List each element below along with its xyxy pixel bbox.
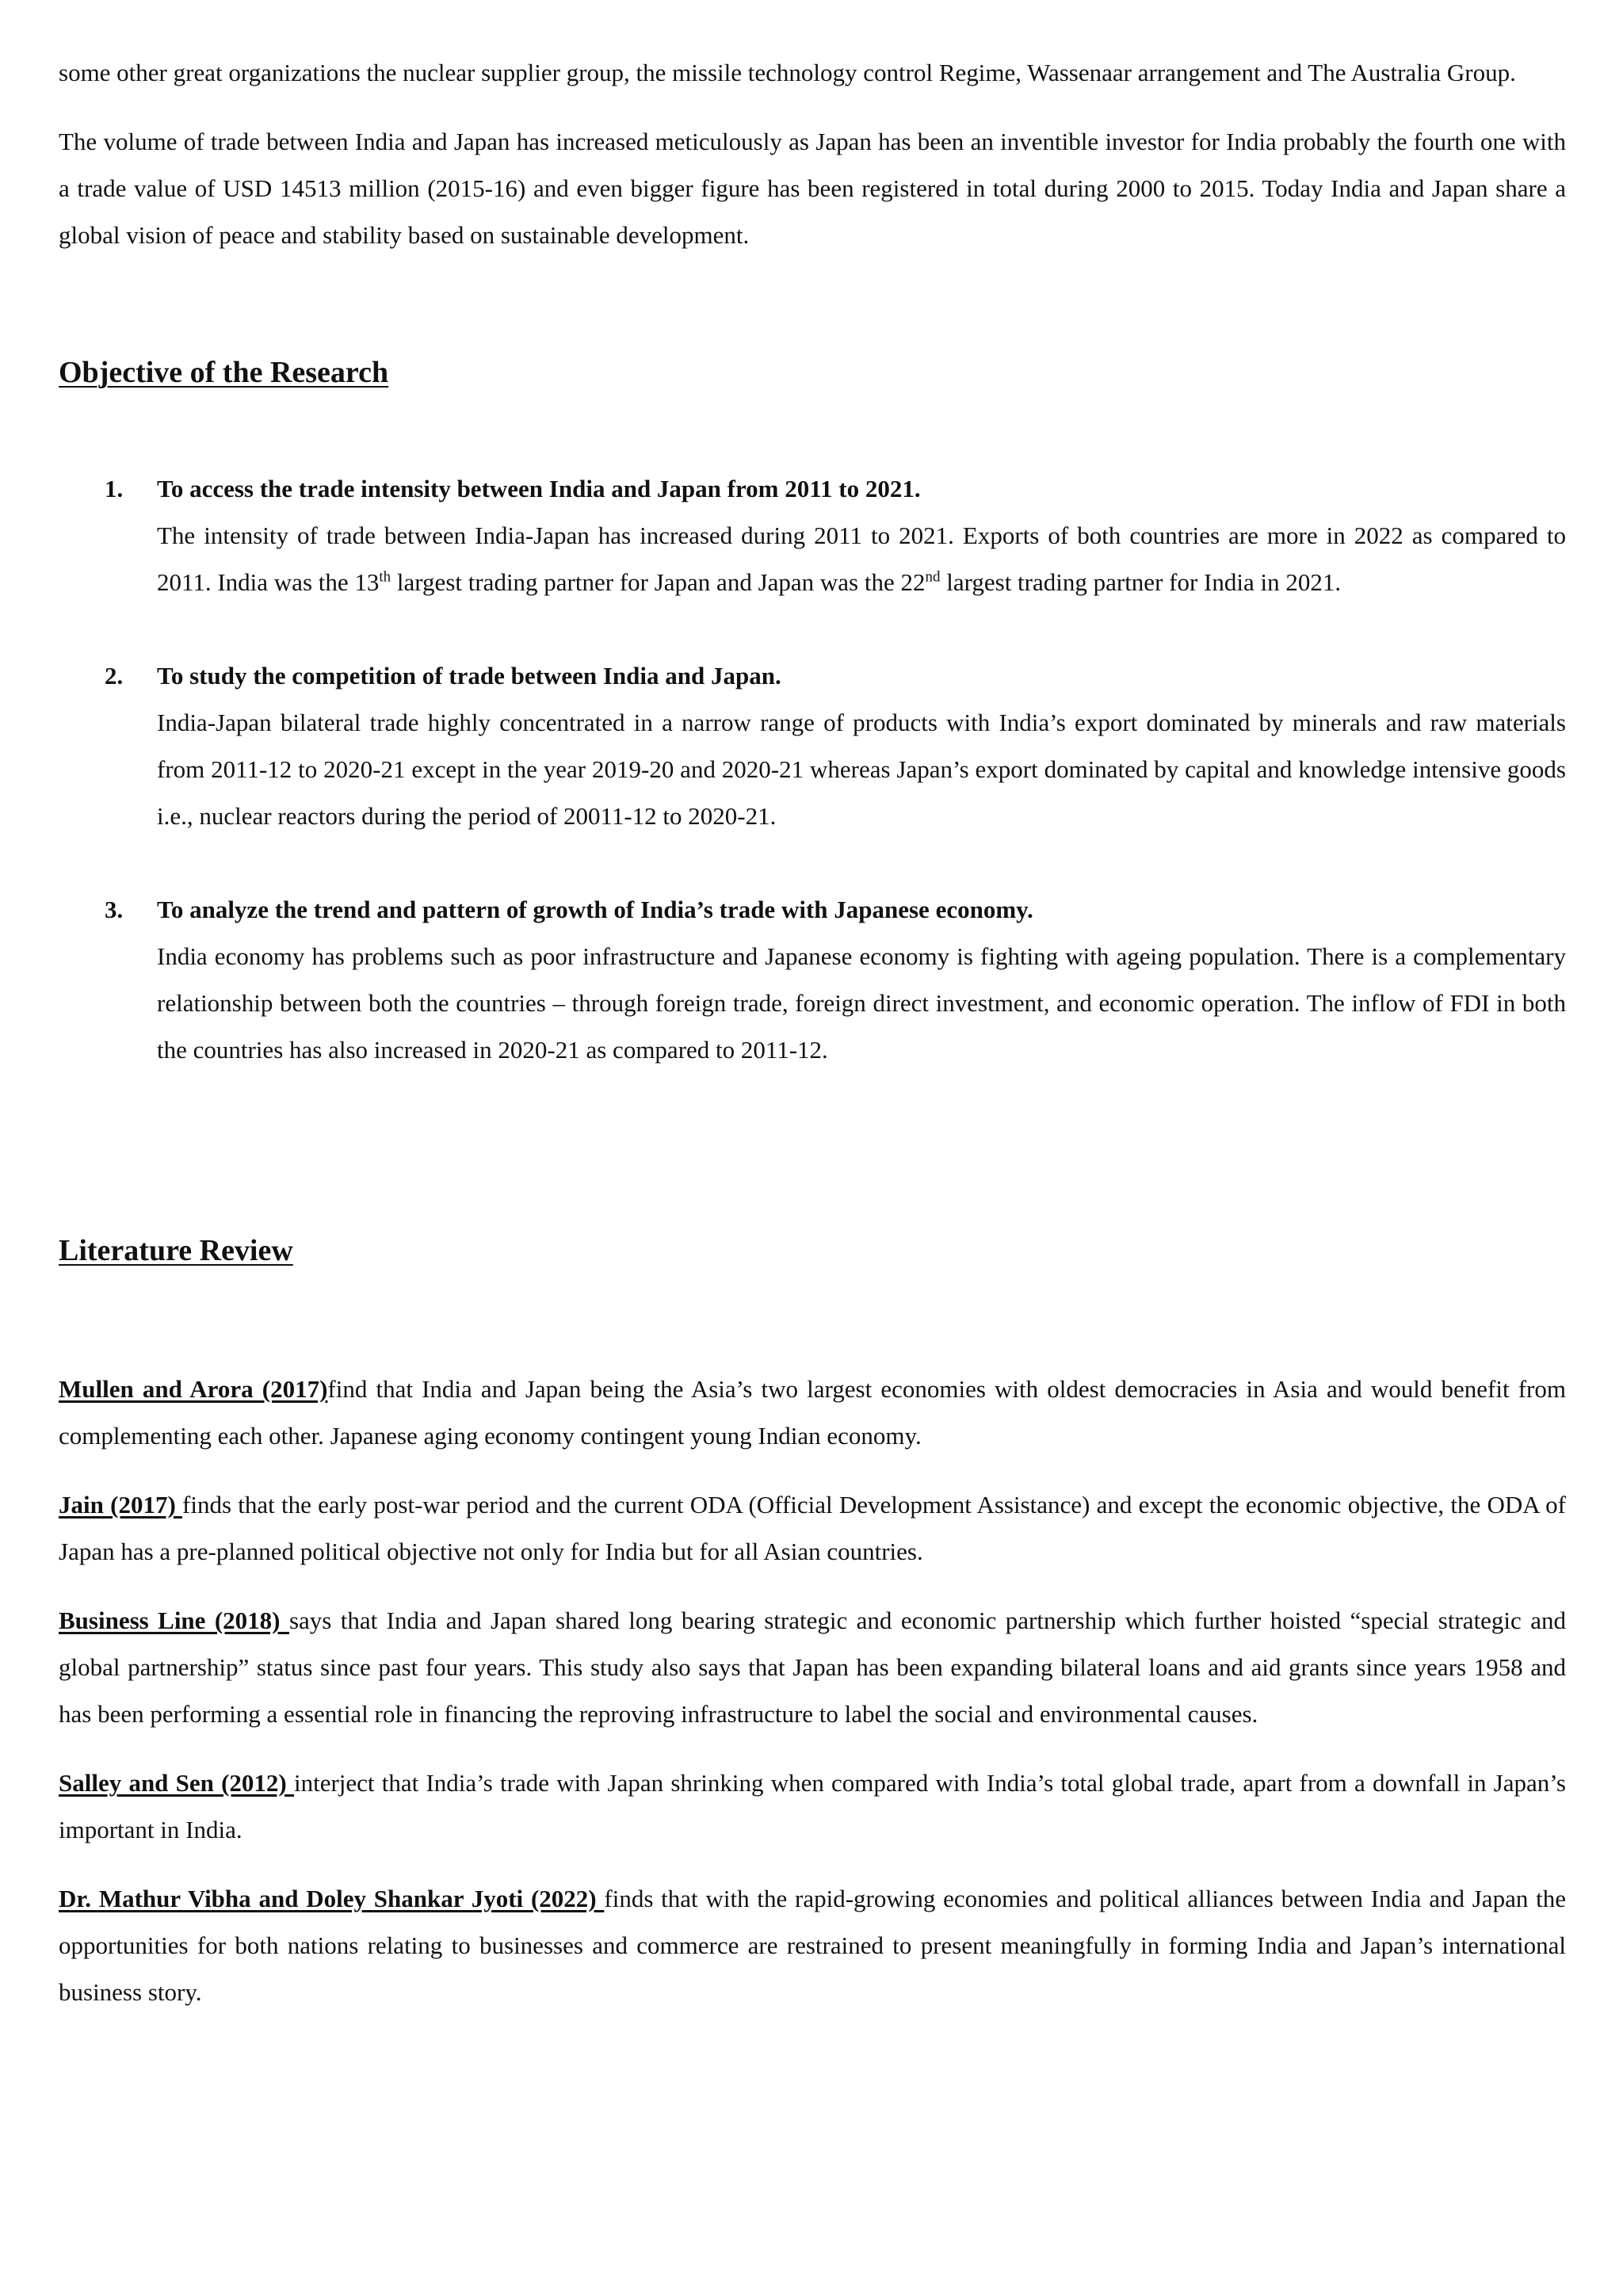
objective-item-1 bbox=[59, 465, 1566, 606]
literature-entry: Dr. Mathur Vibha and Doley Shankar Jyoti (2022) finds that with the rapid-growing economies and political alliances between India and Japan the opportunities for both nations relating to businesses and commerce are restrained to present meaningfully in forming India and Japan’s international business story. bbox=[59, 1885, 1566, 2006]
literature-entry: Business Line (2018) says that India and Japan shared long bearing strategic and economic partnership which further hoisted “special strategic and global partnership” status since past four years. This study also says that Japan has been expanding bilateral loans and aid grants since years 1958 and has been performing a essential role in financing the reproving infrastructure to label the social and environmental causes. bbox=[59, 1606, 1566, 1728]
objective-body: India economy has problems such as poor infrastructure and Japanese economy is fighting with ageing population. There is a complementary relationship between both the countries – through foreign trade, foreign direct investment, and economic operation. The inflow of FDI in both the countries has also increased in 2020-21 as compared to 2011-12. bbox=[157, 942, 1566, 1064]
objective-heading: To analyze the trend and pattern of growth of India’s trade with Japanese economy. bbox=[157, 896, 1033, 923]
objective-heading: To study the competition of trade between India and Japan. bbox=[157, 662, 781, 690]
document-page bbox=[59, 49, 1566, 2015]
literature-section-title: Literature Review bbox=[59, 1234, 293, 1267]
citation: Jain (2017) bbox=[59, 1491, 183, 1519]
objective-number: 3. bbox=[105, 896, 124, 923]
literature-entry: Salley and Sen (2012) interject that India’s trade with Japan shrinking when compared with India’s total global trade, apart from a downfall in Japan’s important in India. bbox=[59, 1769, 1566, 1843]
literature-entry: Mullen and Arora (2017)find that India and Japan being the Asia’s two largest economies with oldest democracies in Asia and would benefit from complementing each other. Japanese aging economy contingent young Indian economy. bbox=[59, 1375, 1566, 1450]
objective-number: 2. bbox=[105, 662, 124, 690]
objective-section-title: Objective of the Research bbox=[59, 356, 389, 389]
intro-paragraph-2: The volume of trade between India and Japan has increased meticulously as Japan has been an inventible investor for India probably the fourth one with a trade value of USD 14513 million (2015-16) and even bigger figure has been registered in total during 2000 to 2015. Today India and Japan share a global vision of peace and stability based on sustainable development. bbox=[59, 128, 1566, 249]
objective-item-3 bbox=[59, 886, 1566, 1073]
citation: Dr. Mathur Vibha and Doley Shankar Jyoti (2022) bbox=[59, 1885, 605, 1912]
citation: Business Line (2018) bbox=[59, 1606, 289, 1634]
citation: Salley and Sen (2012) bbox=[59, 1769, 294, 1797]
objective-number: 1. bbox=[105, 475, 124, 502]
objective-body: The intensity of trade between India-Japan has increased during 2011 to 2021. Exports of both countries are more in 2022 as compared to 2011. India was the 13th largest trading partner for Japan and Japan was the 22nd largest trading partner for India in 2021. bbox=[157, 521, 1566, 596]
objectives-list bbox=[59, 465, 1566, 1073]
objective-item-2 bbox=[59, 652, 1566, 839]
objective-body: India-Japan bilateral trade highly concentrated in a narrow range of products with India’s export dominated by minerals and raw materials from 2011-12 to 2020-21 except in the year 2019-20 and 2020-21 whereas Japan’s export dominated by capital and knowledge intensive goods i.e., nuclear reactors during the period of 20011-12 to 2020-21. bbox=[157, 709, 1566, 830]
intro-paragraph-1: some other great organizations the nuclear supplier group, the missile technology control Regime, Wassenaar arrangement and The Australia Group. bbox=[59, 59, 1516, 86]
literature-entry: Jain (2017) finds that the early post-war period and the current ODA (Official Development Assistance) and except the economic objective, the ODA of Japan has a pre-planned political objective not only for India but for all Asian countries. bbox=[59, 1491, 1567, 1565]
citation: Mullen and Arora (2017) bbox=[59, 1375, 328, 1403]
objective-heading: To access the trade intensity between India and Japan from 2011 to 2021. bbox=[157, 475, 921, 502]
